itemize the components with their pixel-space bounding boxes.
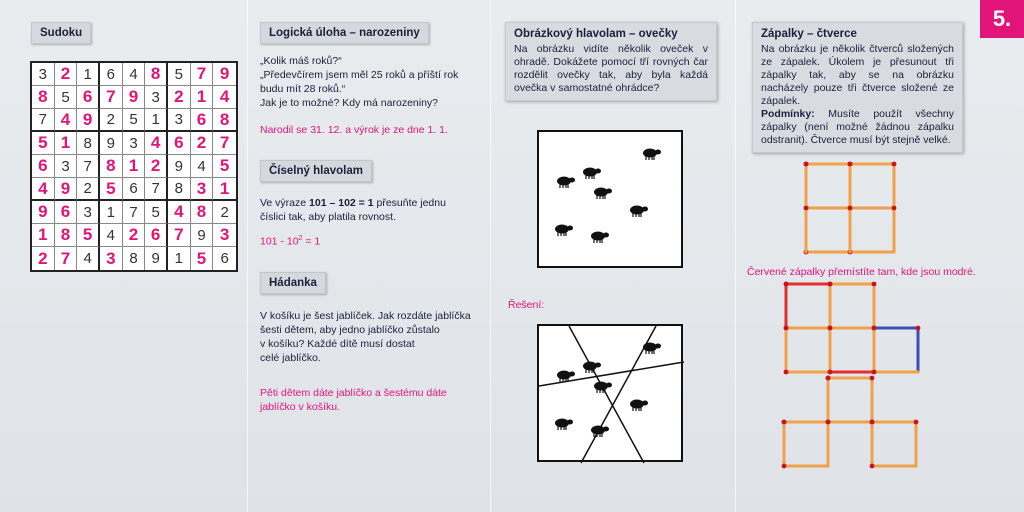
sudoku-cell: 6 xyxy=(55,201,78,224)
sheep-icon xyxy=(583,362,601,374)
matches-panel xyxy=(752,22,963,153)
sheep-icon xyxy=(557,177,575,189)
sheep-title: Obrázkový hlavolam – ovečky xyxy=(514,28,678,40)
sudoku-cell: 7 xyxy=(77,155,100,178)
sudoku-cell: 4 xyxy=(32,178,55,201)
numeric-answer-exponent: 2 xyxy=(298,235,303,242)
match-stick xyxy=(784,282,830,287)
matches-conditions-label: Podmínky: xyxy=(761,108,815,120)
sudoku-cell: 3 xyxy=(55,155,78,178)
page-number-badge: 5. xyxy=(980,0,1024,38)
sudoku-cell: 3 xyxy=(32,63,55,86)
match-stick xyxy=(872,370,918,375)
sudoku-cell: 7 xyxy=(213,132,236,155)
match-stick xyxy=(804,206,809,252)
sheep-icon xyxy=(643,343,661,355)
riddle-answer-line: Pěti dětem dáte jablíčko a šestému dáte xyxy=(260,387,447,399)
numeric-line1-post: přesuňte jednu xyxy=(373,197,446,209)
sudoku-cell: 3 xyxy=(191,178,214,201)
match-stick xyxy=(870,420,875,466)
match-stick xyxy=(784,326,830,331)
sudoku-cell: 7 xyxy=(32,109,55,132)
sudoku-cell: 4 xyxy=(77,247,100,270)
sudoku-cell: 2 xyxy=(213,201,236,224)
sudoku-cell: 3 xyxy=(77,201,100,224)
match-stick xyxy=(784,326,789,372)
sudoku-cell: 2 xyxy=(77,178,100,201)
match-stick xyxy=(828,370,874,375)
riddle-line: v košíku? Každé dítě musí dostat xyxy=(260,338,415,350)
match-stick xyxy=(826,420,831,466)
sudoku-cell: 6 xyxy=(145,224,168,247)
sudoku-cell: 6 xyxy=(123,178,146,201)
numeric-equation: 101 – 102 = 1 xyxy=(309,197,374,209)
column-divider xyxy=(247,0,248,512)
match-stick xyxy=(848,250,894,255)
sudoku-cell: 4 xyxy=(145,132,168,155)
sudoku-cell: 1 xyxy=(55,132,78,155)
sudoku-cell: 1 xyxy=(145,109,168,132)
match-stick xyxy=(916,326,921,372)
sudoku-cell: 4 xyxy=(168,201,191,224)
match-stick xyxy=(872,326,877,372)
match-stick xyxy=(782,420,787,466)
match-stick xyxy=(828,282,874,287)
sudoku-cell: 2 xyxy=(191,132,214,155)
sudoku-grid xyxy=(30,61,238,272)
match-stick xyxy=(784,282,789,328)
sudoku-cell: 5 xyxy=(213,155,236,178)
sudoku-cell: 8 xyxy=(213,109,236,132)
match-stick xyxy=(782,464,828,469)
match-stick xyxy=(848,206,894,211)
sudoku-cell: 8 xyxy=(100,155,123,178)
riddle-text xyxy=(260,309,471,365)
match-stick xyxy=(870,376,875,422)
sudoku-cell: 8 xyxy=(123,247,146,270)
numeric-line1-pre: Ve výraze xyxy=(260,197,310,209)
sudoku-cell: 8 xyxy=(168,178,191,201)
match-stick xyxy=(914,420,919,466)
sheep-body: Na obrázku vidíte několik oveček v ohradě. Dokážete pomocí tří rovných čar rozdělit ovečky tak, aby byla každá ovečka v samostatné ohrádce? xyxy=(514,43,708,94)
sudoku-cell: 1 xyxy=(32,224,55,247)
sheep-solution-label: Řešení: xyxy=(508,299,545,311)
sudoku-cell: 2 xyxy=(123,224,146,247)
sheep-icon xyxy=(630,206,648,218)
sudoku-cell: 3 xyxy=(213,224,236,247)
sudoku-cell: 4 xyxy=(123,63,146,86)
sudoku-cell: 6 xyxy=(32,155,55,178)
sheep-pen xyxy=(537,130,683,268)
sheep-pen-drawing xyxy=(539,132,685,270)
sheep-icon xyxy=(555,225,573,237)
sudoku-cell: 8 xyxy=(145,63,168,86)
sudoku-cell: 5 xyxy=(55,86,78,109)
sudoku-cell: 6 xyxy=(100,63,123,86)
match-stick xyxy=(870,464,916,469)
matches-body: Na obrázku je několik čtverců složených ze zápalek. Úkolem je přesunout tři zápalky tak, aby se na obrázku nacházely pouze tři čtverce složené ze zápalek. xyxy=(761,43,954,107)
sudoku-cell: 2 xyxy=(100,109,123,132)
sheep-solution-drawing xyxy=(539,326,685,464)
sudoku-cell: 3 xyxy=(123,132,146,155)
sudoku-cell: 5 xyxy=(191,247,214,270)
sudoku-cell: 4 xyxy=(55,109,78,132)
match-stick xyxy=(804,162,850,167)
riddle-line: celé jablíčko. xyxy=(260,352,321,364)
match-stick xyxy=(870,420,916,425)
sudoku-cell: 5 xyxy=(77,224,100,247)
logic-line: „Předevčírem jsem měl 25 roků a příští rok xyxy=(260,69,459,81)
match-stick xyxy=(828,326,874,331)
match-stick xyxy=(826,376,872,381)
match-stick xyxy=(804,162,809,208)
sudoku-cell: 5 xyxy=(145,201,168,224)
sudoku-cell: 5 xyxy=(168,63,191,86)
sudoku-cell: 7 xyxy=(123,201,146,224)
sudoku-cell: 9 xyxy=(100,132,123,155)
sudoku-cell: 5 xyxy=(123,109,146,132)
sudoku-cell: 1 xyxy=(191,86,214,109)
sudoku-heading: Sudoku xyxy=(31,22,91,44)
matches-instruction: Červené zápalky přemístíte tam, kde jsou modré. xyxy=(747,266,976,278)
sudoku-cell: 7 xyxy=(191,63,214,86)
logic-line: Jak je to možné? Kdy má narozeniny? xyxy=(260,97,439,109)
sudoku-cell: 6 xyxy=(168,132,191,155)
sudoku-cell: 4 xyxy=(213,86,236,109)
column-divider xyxy=(490,0,491,512)
riddle-answer-line: jablíčko v košíku. xyxy=(260,401,340,413)
sheep-icon xyxy=(591,232,609,244)
sudoku-cell: 1 xyxy=(77,63,100,86)
sheep-pen-solution xyxy=(537,324,683,462)
numeric-answer-base: 101 - 10 xyxy=(260,235,299,248)
match-stick xyxy=(892,162,897,208)
sudoku-cell: 2 xyxy=(168,86,191,109)
match-stick xyxy=(848,162,894,167)
riddle-line: šesti dětem, aby jedno jablíčko zůstalo xyxy=(260,324,440,336)
sheep-icon xyxy=(594,382,612,394)
sudoku-cell: 9 xyxy=(191,224,214,247)
riddle-heading: Hádanka xyxy=(260,272,326,294)
numeric-heading: Číselný hlavolam xyxy=(260,160,372,182)
match-stick xyxy=(848,206,853,252)
sudoku-cell: 4 xyxy=(100,224,123,247)
match-stick xyxy=(848,162,853,208)
match-stick xyxy=(828,282,833,328)
match-stick xyxy=(804,250,850,255)
column-divider xyxy=(735,0,736,512)
match-stick xyxy=(826,420,872,425)
matches-title: Zápalky – čtverce xyxy=(761,28,857,40)
sudoku-cell: 1 xyxy=(168,247,191,270)
sudoku-cell: 6 xyxy=(77,86,100,109)
match-stick xyxy=(782,420,828,425)
sudoku-cell: 5 xyxy=(100,178,123,201)
sudoku-cell: 9 xyxy=(168,155,191,178)
sheep-icon xyxy=(643,149,661,161)
sudoku-cell: 9 xyxy=(55,178,78,201)
logic-line: „Kolik máš roků?“ xyxy=(260,55,342,67)
sudoku-cell: 1 xyxy=(100,201,123,224)
sudoku-cell: 8 xyxy=(32,86,55,109)
sudoku-cell: 6 xyxy=(220,250,229,267)
match-stick xyxy=(826,376,831,422)
sudoku-cell: 1 xyxy=(213,178,236,201)
sudoku-cell: 9 xyxy=(145,247,168,270)
sheep-icon xyxy=(555,419,573,431)
sheep-icon xyxy=(594,188,612,200)
sudoku-cell: 6 xyxy=(191,109,214,132)
sheep-icon xyxy=(583,168,601,180)
solution-line xyxy=(569,326,644,463)
sudoku-cell: 9 xyxy=(77,109,100,132)
sudoku-cell: 9 xyxy=(32,201,55,224)
logic-line: budu mít 28 roků.“ xyxy=(260,83,346,95)
numeric-answer-tail: = 1 xyxy=(302,235,321,248)
sudoku-cell: 7 xyxy=(145,178,168,201)
match-stick xyxy=(784,370,830,375)
match-stick xyxy=(804,206,850,211)
sheep-panel xyxy=(505,22,717,101)
riddle-line: V košíku je šest jablíček. Jak rozdáte jablíčka xyxy=(260,310,471,322)
match-stick xyxy=(872,326,918,331)
sudoku-cell: 8 xyxy=(191,201,214,224)
numeric-text xyxy=(260,196,446,224)
sudoku-cell: 2 xyxy=(145,155,168,178)
sudoku-cell: 2 xyxy=(32,247,55,270)
sudoku-cell: 7 xyxy=(168,224,191,247)
logic-heading: Logická úloha – narozeniny xyxy=(260,22,429,44)
sudoku-cell: 8 xyxy=(55,224,78,247)
logic-text xyxy=(260,54,458,110)
sudoku-cell: 3 xyxy=(145,86,168,109)
sudoku-cell: 9 xyxy=(213,63,236,86)
matches-conditions: Musíte použít všechny zápalky (není možné žádnou zápalku odstranit). Čtverce musí být stejně velké. xyxy=(761,108,954,146)
sudoku-cell: 7 xyxy=(100,86,123,109)
sheep-icon xyxy=(630,400,648,412)
sudoku-cell: 7 xyxy=(55,247,78,270)
sudoku-cell: 4 xyxy=(191,155,214,178)
sudoku-cell: 3 xyxy=(100,247,123,270)
match-stick xyxy=(872,282,877,328)
riddle-answer xyxy=(260,386,447,414)
sudoku-cell: 1 xyxy=(123,155,146,178)
match-stick xyxy=(892,206,897,252)
sudoku-cell: 3 xyxy=(168,109,191,132)
sudoku-cell: 5 xyxy=(32,132,55,155)
numeric-answer xyxy=(260,232,320,249)
sheep-icon xyxy=(591,426,609,438)
sudoku-cell: 9 xyxy=(123,86,146,109)
numeric-line2: číslici tak, aby platila rovnost. xyxy=(260,211,396,223)
sudoku-cell: 2 xyxy=(55,63,78,86)
match-stick xyxy=(828,326,833,372)
logic-answer: Narodil se 31. 12. a výrok je ze dne 1. 1. xyxy=(260,124,448,136)
sudoku-cell: 8 xyxy=(77,132,100,155)
